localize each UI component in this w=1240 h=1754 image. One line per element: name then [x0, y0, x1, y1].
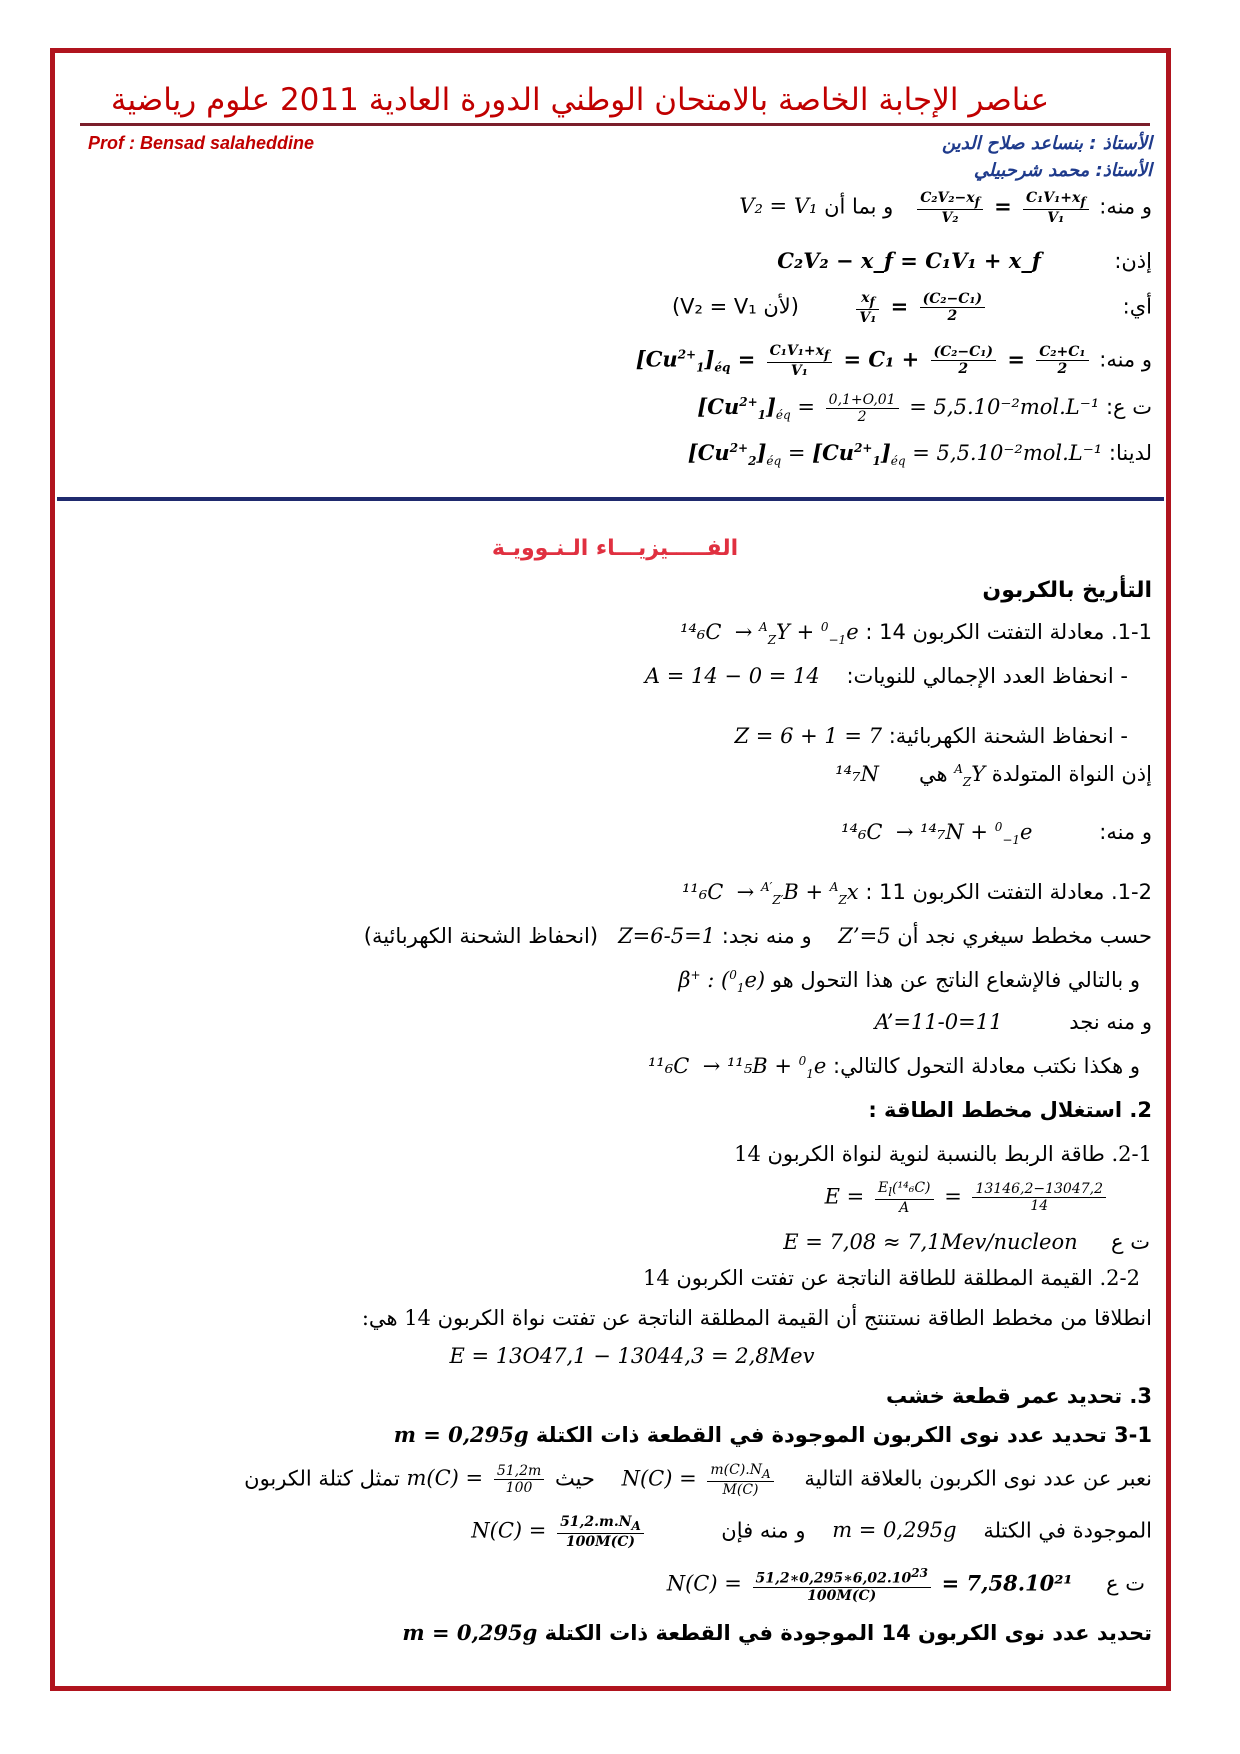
q12-b-val: Z=6-5=1	[618, 924, 716, 948]
author-arabic-1: الأستاذ : بنساعد صلاح الدين	[941, 133, 1152, 154]
heading-dating: التأريخ بالكربون	[982, 578, 1152, 603]
q12-f-label: و هكذا نكتب معادلة التحول كالتالي:	[833, 1054, 1140, 1078]
q12-e-line	[112, 1010, 1152, 1034]
q31-label: 3-1 تحديد عدد نوى الكربون الموجودة في القطعة ذات الكتلة	[535, 1423, 1152, 1447]
chem-line-4: و منه: $[Cu^{2+}_1]_{éq}$ = $\frac{C_1V_1+x_f}{\text{V₁}}$ = C₁ + $\frac{\text{(C₂−C₁)}}{2}$ = $\frac{\text{C₂+C₁}}{2}$	[635, 343, 1152, 379]
author-latin: Prof : Bensad salaheddine	[88, 133, 315, 153]
section-title: الفـــــيزيـــاء الـنـوويـة	[491, 536, 739, 561]
q32-m: m = 0,295g	[402, 1620, 538, 1645]
q22-eq-line	[112, 1344, 1152, 1368]
author-arabic-2: الأستاذ: محمد شرحبيلي	[973, 160, 1152, 181]
q32-line	[112, 1620, 1152, 1645]
q31-b2-label: حيث	[554, 1466, 595, 1491]
chem-line-3: أي: $\frac{x_f}{\text{V₁}}$ = $\frac{\text{(C₂−C₁)}}{2}$ (لأن V₂ = V₁)	[671, 290, 1152, 326]
q11-a-line	[88, 664, 1128, 688]
q11-final-label: و منه:	[1099, 820, 1152, 844]
chem-l4-label: و منه:	[1099, 347, 1152, 372]
q31-b-label: نعبر عن عدد نوى الكربون بالعلاقة التالية	[804, 1466, 1152, 1491]
q12-line: 1-2. معادلة التفتت الكربون 11 : ¹¹₆C → $^{A'}_{Z'}$B + $^A_Z$x	[681, 880, 1152, 908]
section-separator	[57, 497, 1164, 501]
q31-b-line: نعبر عن عدد نوى الكربون بالعلاقة التالية N(C) = $\frac{m(C).N_A}{M(C)}$ حيث m(C) = $\frac{51,2m}{100}$ تمثل كتلة الكربون	[244, 1462, 1152, 1498]
q22-b-line: انطلاقا من مخطط الطاقة نستنتج أن القيمة المطلقة الناتجة عن تفتت نواة الكربون 14 هي:	[361, 1306, 1152, 1330]
chem-l2-eq: C₂V₂ − x_f = C₁V₁ + x_f	[777, 248, 1041, 273]
q31-res: = 7,58.10²¹	[941, 1570, 1073, 1596]
q12-f-line: و هكذا نكتب معادلة التحول كالتالي: ¹¹₆C → ¹¹₅B + $^0_1$e	[648, 1054, 1140, 1082]
q11-final-line: و منه: ¹⁴₆C → ¹⁴₇N + $^0_{-1}$e	[841, 820, 1152, 848]
q12-b-label: و منه نجد:	[721, 924, 812, 948]
q31-m: m = 0,295g	[393, 1422, 529, 1447]
chem-line-1: و منه: $\frac{C_2V_2-x_f}{\text{V₂}}$ = $\frac{C_1V_1+x_f}{\text{V₁}}$ و بما أن V₂ = V₁	[739, 190, 1152, 226]
q21-res: E = 7,08 ≈ 7,1Mev/nucleon	[783, 1230, 1078, 1254]
q11-nuc-line: إذن النواة المتولدة $^A_Z$Y هي ¹⁴₇N	[835, 762, 1152, 790]
q31-b3-label: تمثل كتلة الكربون	[244, 1466, 400, 1491]
q21-den: 14	[1030, 1198, 1049, 1215]
q12-e-val: A’=11-0=11	[874, 1010, 1003, 1034]
q32-label: تحديد عدد نوى الكربون 14 الموجودة في القطعة ذات الكتلة	[544, 1621, 1152, 1645]
title-divider	[80, 123, 1150, 126]
q12-e-label: و منه نجد	[1069, 1010, 1152, 1034]
q11-nuc-is: هي	[918, 762, 948, 786]
q11-z-label: - انحفاظ الشحنة الكهربائية:	[888, 724, 1128, 748]
chem-line-6: لدينا: $[Cu^{2+}_2]_{éq} = [Cu^{2+}_1]_{éq} = 5,5.10^{-2}mol.L^{-1}$	[687, 440, 1152, 469]
q31-res-label: ت ع	[1106, 1571, 1145, 1596]
q12-d-line: و بالتالي فالإشعاع الناتج عن هذا التحول هو β+ : ($^0_1$e)	[678, 968, 1140, 996]
chem-line-5: ت ع: $[Cu^{2+}_1]_{éq}$ = $\frac{0,1+O,01}{2}$ = 5,5.10⁻²mol.L⁻¹	[697, 392, 1152, 425]
q11-z-line	[88, 724, 1128, 748]
q31-c-m: m = 0,295g	[832, 1518, 957, 1543]
q21-num: 13146,2−13047,2	[972, 1181, 1106, 1198]
q12-c-label: (انحفاظ الشحنة الكهربائية)	[363, 924, 599, 948]
q12-a-val: Z’=5	[838, 924, 891, 948]
chem-line-2	[112, 248, 1152, 273]
q31-c-line: الموجودة في الكتلة m = 0,295g و منه فإن N(C) = $\frac{51,2.m.N_A}{100M(C)}$	[471, 1514, 1152, 1550]
chem-l5-label: ت ع:	[1105, 395, 1152, 419]
chem-l6-res: = 5,5.10⁻²mol.L⁻¹	[912, 441, 1103, 465]
q31-res-line: ت ع N(C) = $\frac{51,2∗0,295∗6,02.10^{23}}{100M(C)}$ = 7,58.10²¹	[666, 1566, 1145, 1604]
q11-nuc-label: إذن النواة المتولدة	[991, 762, 1152, 786]
q21-line: 2-1. طاقة الربط بالنسبة لنوية لنواة الكربون 14	[734, 1142, 1152, 1166]
q12-label: 1-2. معادلة التفتت الكربون 11 :	[865, 880, 1152, 904]
chem-l1-cond: V₂ = V₁	[739, 194, 818, 219]
chem-l2-label: إذن:	[1114, 249, 1152, 273]
heading-energy: 2. استغلال مخطط الطاقة :	[868, 1098, 1152, 1122]
q11-a-label: - انحفاظ العدد الإجمالي للنويات:	[846, 664, 1128, 688]
chem-l6-label: لدينا:	[1108, 441, 1152, 465]
q31-c2-label: و منه فإن	[721, 1518, 806, 1543]
q21-res-line	[110, 1230, 1150, 1254]
q11-label: 1-1. معادلة التفتت الكربون 14 :	[865, 620, 1152, 644]
q11-a-eq: A = 14 − 0 = 14	[644, 664, 820, 688]
chem-l5-res: = 5,5.10⁻²mol.L⁻¹	[909, 395, 1100, 419]
chem-l1-label: و منه:	[1099, 194, 1152, 219]
chem-l1-mid: و بما أن	[824, 194, 894, 219]
page-title: عناصر الإجابة الخاصة بالامتحان الوطني الدورة العادية 2011 علوم رياضية	[110, 82, 1050, 118]
q22-line: 2-2. القيمة المطلقة للطاقة الناتجة عن تفتت الكربون 14	[642, 1266, 1140, 1290]
q11-z-eq: Z = 6 + 1 = 7	[734, 724, 883, 748]
q21-eq-line: E = $\frac{E_l(^{14}_6C)}{A}$ = $\frac{13146,2-13047,2}{14}$	[70, 1180, 1110, 1216]
q12-a-label: حسب مخطط سيغري نجد أن	[897, 924, 1152, 948]
q22-eq: E = 13O47,1 − 13044,3 = 2,8Mev	[449, 1344, 815, 1368]
q11-line: 1-1. معادلة التفتت الكربون 14 : ¹⁴₆C → $^A_Z$Y + $^0_{-1}$e	[680, 620, 1152, 648]
q12-d-label: و بالتالي فالإشعاع الناتج عن هذا التحول هو	[771, 968, 1140, 992]
q12-a-line	[112, 924, 1152, 948]
chem-l3-cond: (لأن V₂ = V₁)	[671, 294, 799, 319]
chem-l3-label: أي:	[1122, 294, 1152, 319]
q31-line	[112, 1422, 1152, 1447]
q31-c-label: الموجودة في الكتلة	[983, 1518, 1152, 1543]
heading-age: 3. تحديد عمر قطعة خشب	[885, 1384, 1152, 1408]
q21-res-label: ت ع	[1111, 1230, 1150, 1254]
